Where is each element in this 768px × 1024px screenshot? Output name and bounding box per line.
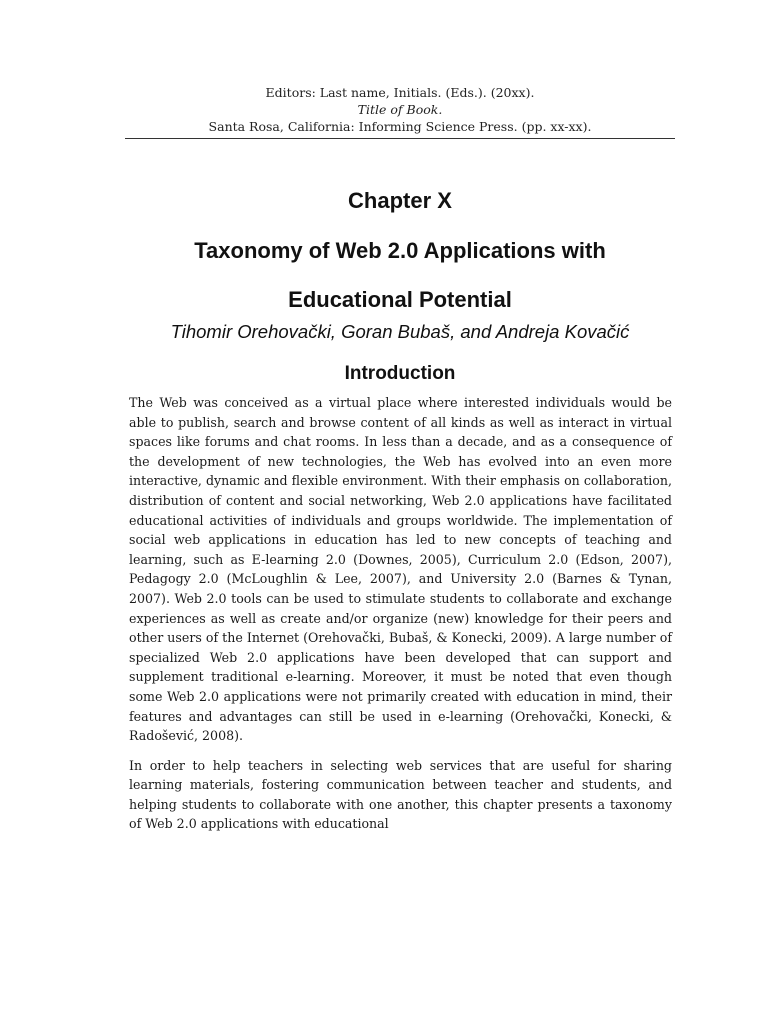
editors-line: Editors: Last name, Initials. (Eds.). (20xx).	[265, 85, 535, 100]
publisher-line: Santa Rosa, California: Informing Science Press. (pp. xx-xx).	[208, 119, 592, 134]
chapter-number: Chapter X	[348, 188, 452, 213]
chapter-title-line-2: Educational Potential	[288, 287, 512, 312]
chapter-title-line-1: Taxonomy of Web 2.0 Applications with	[194, 238, 606, 263]
paragraph: The Web was conceived as a virtual place where interested individuals would be able to publish, search and browse content of all kinds as well as interact in virtual spaces like forums and chat rooms. In less than a decade, and as a consequence of the development of new technologies, the Web has evolved into an even more interactive, dynamic and flexible environment. With their emphasis on collaboration, distribution of content and social networking, Web 2.0 applications have facilitated educational activities of individuals and groups worldwide. The implementation of social web applications in education has led to new concepts of teaching and learning, such as E-learning 2.0 (Downes, 2005), Curriculum 2.0 (Edson, 2007), Pedagogy 2.0 (McLoughlin & Lee, 2007), and University 2.0 (Barnes & Tynan, 2007). Web 2.0 tools can be used to stimulate students to collaborate and exchange experiences as well as create and/or organize (new) knowledge for their peers and other users of the Internet (Orehovački, Bubaš, & Konecki, 2009). A large number of specialized Web 2.0 applications have been developed that can support and supplement traditional e-learning. Moreover, it must be noted that even though some Web 2.0 applications were not primarily created with education in mind, their features and advantages can still be used in e-learning (Orehovački, Konecki, & Radošević, 2008).	[129, 395, 672, 744]
paragraph: In order to help teachers in selecting web services that are useful for sharing learning materials, fostering communication between teacher and students, and helping students to collaborate with one another, this chapter presents a taxonomy of Web 2.0 applications with educational	[129, 757, 672, 832]
header-divider	[125, 138, 675, 139]
body-text	[129, 393, 672, 844]
chapter-authors: Tihomir Orehovački, Goran Bubaš, and Andreja Kovačić	[170, 321, 630, 342]
section-heading: Introduction	[344, 363, 456, 384]
book-title: Title of Book.	[357, 102, 443, 117]
running-header	[125, 84, 675, 135]
chapter-title	[110, 226, 690, 324]
